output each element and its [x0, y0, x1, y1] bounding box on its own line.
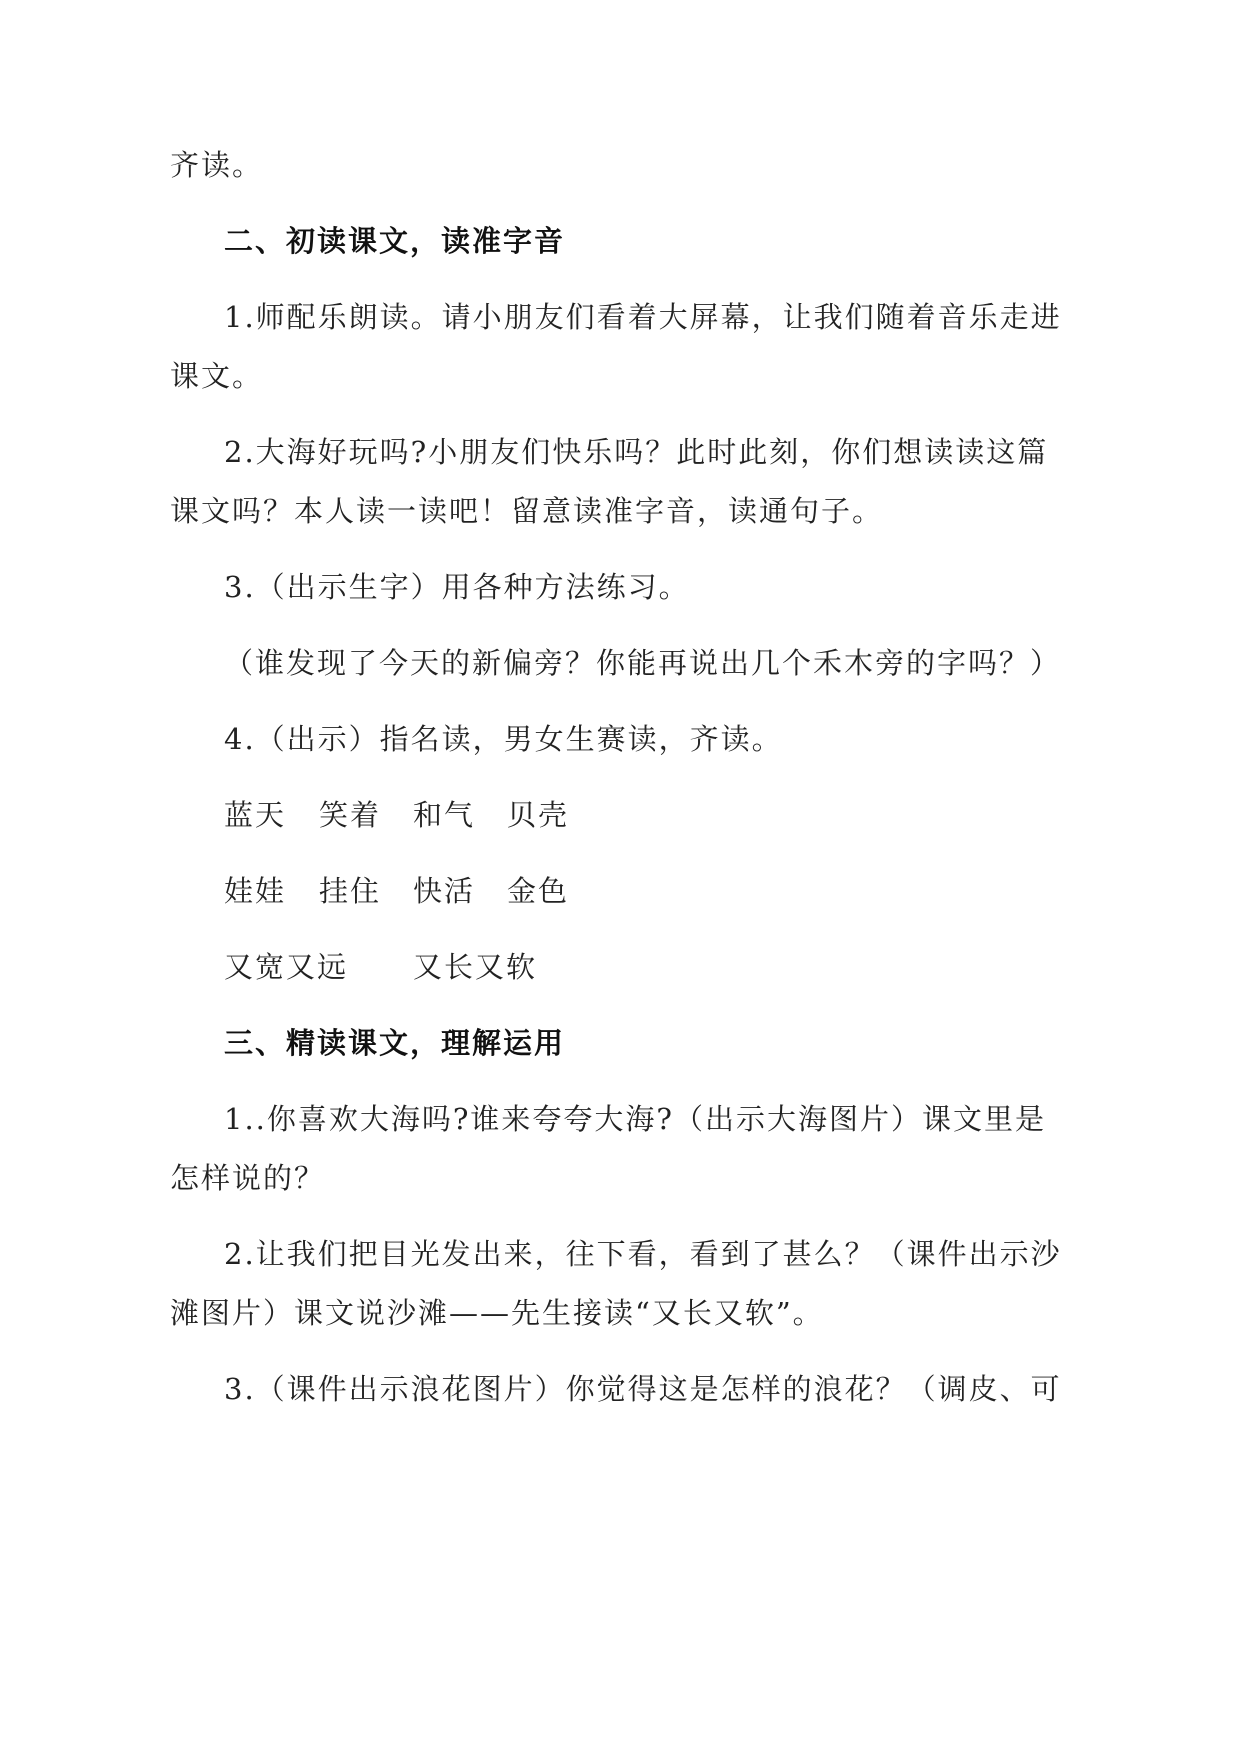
item-t3-line-1: 3.（课件出示浪花图片）你觉得这是怎样的浪花？（调皮、可 — [224, 1372, 1062, 1406]
word: 笑着 — [319, 798, 382, 832]
item-3-note: （谁发现了今天的新偏旁？你能再说出几个禾木旁的字吗？） — [224, 646, 1062, 680]
section-heading-3: 三、精读课文，理解运用 — [224, 1026, 566, 1060]
item-t2-line-2: 滩图片）课文说沙滩——先生接读“又长又软”。 — [170, 1296, 824, 1330]
word: 金色 — [507, 874, 570, 908]
item-4: 4.（出示）指名读，男女生赛读，齐读。 — [224, 722, 783, 756]
word: 又宽又远 — [224, 950, 349, 984]
section-heading-2: 二、初读课文，读准字音 — [224, 224, 566, 258]
item-1-line-2: 课文。 — [170, 359, 264, 393]
item-t1-line-1: 1..你喜欢大海吗?谁来夸夸大海?（出示大海图片）课文里是 — [224, 1102, 1046, 1136]
item-2-line-1: 2.大海好玩吗?小朋友们快乐吗？此时此刻，你们想读读这篇 — [224, 435, 1049, 469]
item-t2-line-1: 2.让我们把目光发出来，往下看，看到了甚么？（课件出示沙 — [224, 1237, 1062, 1271]
word: 又长又软 — [413, 950, 538, 984]
word: 挂住 — [319, 874, 382, 908]
item-t1-line-2: 怎样说的？ — [170, 1161, 326, 1195]
word: 和气 — [413, 798, 476, 832]
item-2-line-2: 课文吗？本人读一读吧！留意读准字音，读通句子。 — [170, 494, 884, 528]
paragraph-continuation: 齐读。 — [170, 148, 264, 182]
item-3: 3.（出示生字）用各种方法练习。 — [224, 570, 690, 604]
word: 娃娃 — [224, 874, 287, 908]
word: 快活 — [413, 874, 476, 908]
item-1-line-1: 1.师配乐朗读。请小朋友们看着大屏幕，让我们随着音乐走进 — [224, 300, 1062, 334]
word: 贝壳 — [507, 798, 570, 832]
word: 蓝天 — [224, 798, 287, 832]
